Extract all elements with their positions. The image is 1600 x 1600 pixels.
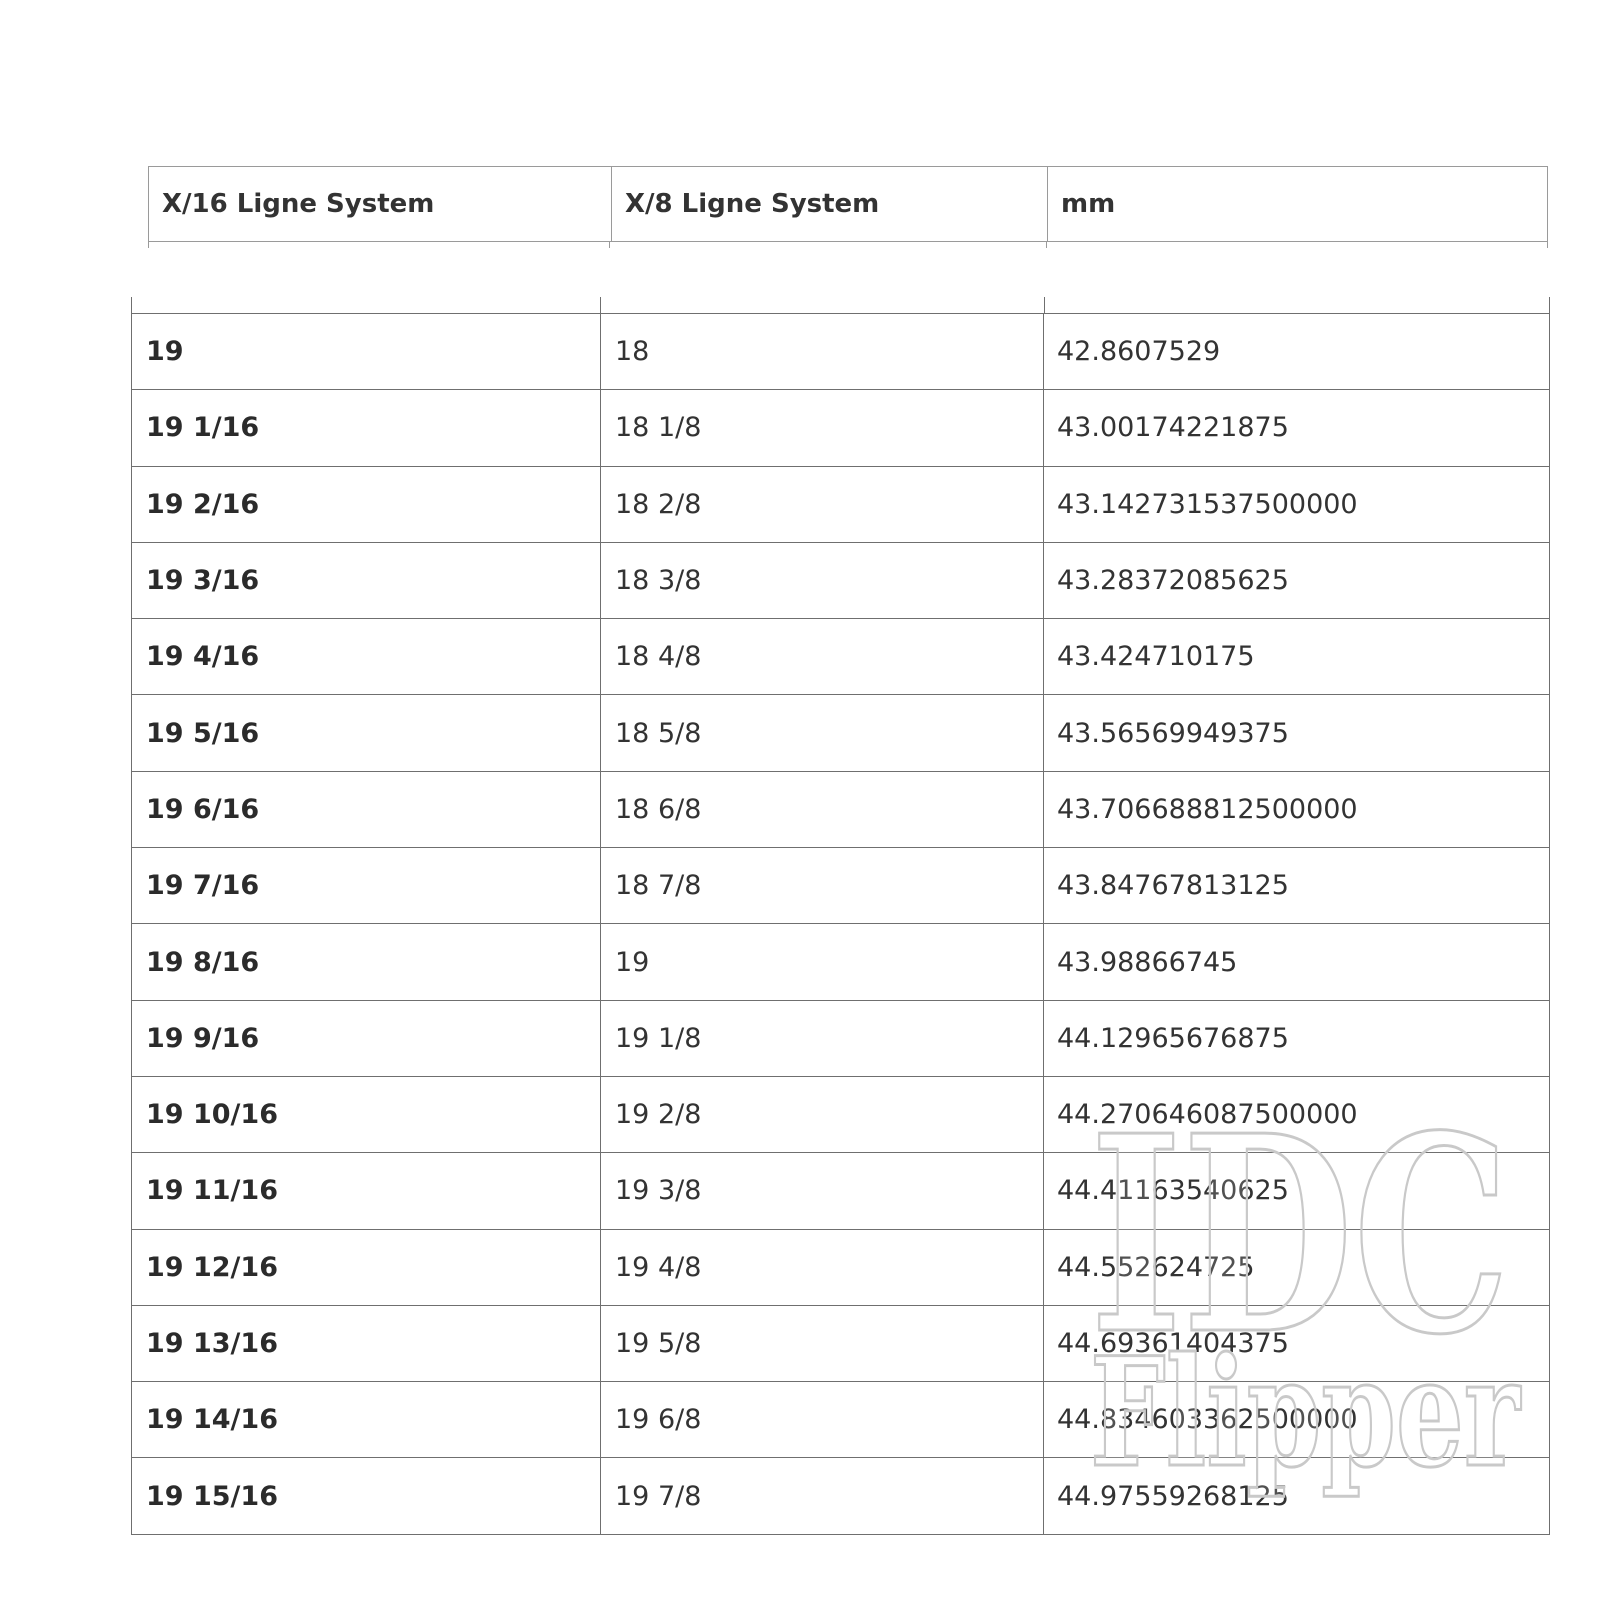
cell-mm: 43.84767813125	[1043, 848, 1549, 923]
table-row	[132, 467, 1549, 543]
table-row	[132, 1001, 1549, 1077]
cell-x8-ligne: 19 4/8	[600, 1230, 1043, 1305]
cell-mm: 43.706688812500000	[1043, 772, 1549, 847]
cell-mm: 44.41163540625	[1043, 1153, 1549, 1228]
table-row	[132, 1230, 1549, 1306]
cell-x8-ligne: 18 4/8	[600, 619, 1043, 694]
table-row	[132, 390, 1549, 466]
cell-x8-ligne: 18	[600, 314, 1043, 389]
header-x16-ligne: X/16 Ligne System	[162, 189, 435, 219]
ligne-conversion-table	[131, 297, 1550, 1535]
cell-x8-ligne: 19 2/8	[600, 1077, 1043, 1152]
table-row	[132, 1306, 1549, 1382]
cell-mm: 43.142731537500000	[1043, 467, 1549, 542]
cell-x8-ligne: 19 6/8	[600, 1382, 1043, 1457]
cell-x16-ligne: 19 8/16	[146, 946, 260, 978]
cell-x16-ligne: 19 6/16	[146, 793, 260, 825]
cell-mm: 44.834603362500000	[1043, 1382, 1549, 1457]
table-row	[132, 314, 1549, 390]
cell-x8-ligne: 18 5/8	[600, 695, 1043, 770]
header-mm: mm	[1047, 167, 1547, 241]
cell-mm: 44.552624725	[1043, 1230, 1549, 1305]
cell-x8-ligne: 18 1/8	[600, 390, 1043, 465]
cell-x16-ligne: 19 4/16	[146, 641, 260, 673]
header-stub-mid2	[1046, 242, 1047, 248]
cell-mm: 42.8607529	[1043, 314, 1549, 389]
cell-x8-ligne: 18 3/8	[600, 543, 1043, 618]
table-row	[132, 619, 1549, 695]
table-row	[132, 695, 1549, 771]
cell-x8-ligne: 19 5/8	[600, 1306, 1043, 1381]
cell-x16-ligne: 19 14/16	[146, 1404, 278, 1436]
table-row	[132, 1153, 1549, 1229]
table-header	[148, 166, 1548, 242]
cell-mm: 43.424710175	[1043, 619, 1549, 694]
header-stub-right	[1547, 242, 1548, 248]
cell-mm: 44.69361404375	[1043, 1306, 1549, 1381]
cell-x16-ligne: 19 5/16	[146, 717, 260, 749]
cell-x16-ligne: 19 15/16	[146, 1480, 278, 1512]
table-row	[132, 1077, 1549, 1153]
cell-x8-ligne: 19 3/8	[600, 1153, 1043, 1228]
table-row	[132, 924, 1549, 1000]
cell-x16-ligne: 19 11/16	[146, 1175, 278, 1207]
cell-mm: 43.00174221875	[1043, 390, 1549, 465]
header-stub-mid1	[609, 242, 610, 248]
cell-x16-ligne: 19	[146, 336, 184, 368]
cell-mm: 44.270646087500000	[1043, 1077, 1549, 1152]
table-row	[132, 1382, 1549, 1458]
cell-x8-ligne: 18 2/8	[600, 467, 1043, 542]
cell-x16-ligne: 19 2/16	[146, 488, 260, 520]
cell-x16-ligne: 19 10/16	[146, 1099, 278, 1131]
cell-mm: 43.56569949375	[1043, 695, 1549, 770]
cell-x16-ligne: 19 1/16	[146, 412, 260, 444]
cell-x8-ligne: 18 7/8	[600, 848, 1043, 923]
header-stub-left	[148, 242, 149, 248]
cell-mm: 43.28372085625	[1043, 543, 1549, 618]
cell-mm: 44.12965676875	[1043, 1001, 1549, 1076]
header-x8-ligne: X/8 Ligne System	[611, 167, 1047, 241]
cell-x16-ligne: 19 9/16	[146, 1022, 260, 1054]
svg-text:Flipper: Flipper	[1090, 1325, 1522, 1501]
cell-x8-ligne: 19 1/8	[600, 1001, 1043, 1076]
cell-x8-ligne: 19	[600, 924, 1043, 999]
cell-x16-ligne: 19 7/16	[146, 870, 260, 902]
cell-x16-ligne: 19 13/16	[146, 1328, 278, 1359]
cell-mm: 44.97559268125	[1043, 1458, 1549, 1533]
cell-x8-ligne: 18 6/8	[600, 772, 1043, 847]
cell-x16-ligne: 19 12/16	[146, 1251, 278, 1283]
table-row	[132, 848, 1549, 924]
table-row	[132, 772, 1549, 848]
cell-x16-ligne: 19 3/16	[146, 565, 260, 597]
cell-mm: 43.98866745	[1043, 924, 1549, 999]
table-continuation-row	[132, 297, 1549, 314]
svg-text:IDC: IDC	[1090, 1085, 1510, 1394]
table-row	[132, 543, 1549, 619]
cell-x8-ligne: 19 7/8	[600, 1458, 1043, 1533]
table-row	[132, 1458, 1549, 1534]
